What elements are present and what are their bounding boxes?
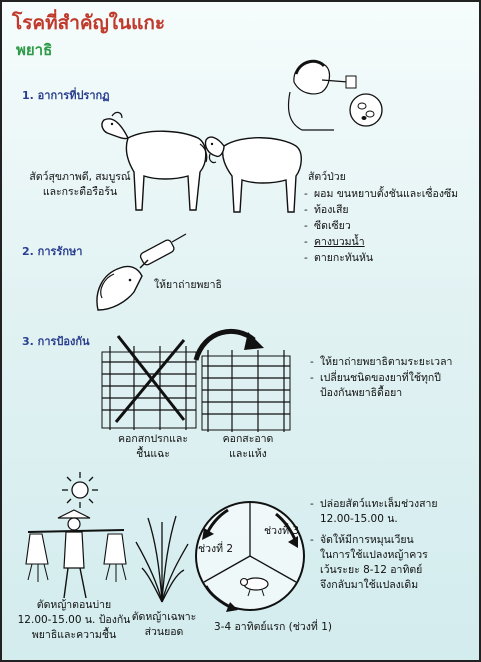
drenching-sheep-illustration [94, 232, 190, 316]
treatment-caption: ให้ยาถ่ายพยาธิ [154, 279, 222, 291]
section-symptoms-heading: 1. อาการที่ปรากฏ [22, 89, 110, 102]
page-title: โรคที่สำคัญในแกะ [12, 12, 166, 34]
farmer-carrying-grass-illustration [24, 508, 130, 600]
symptom-item: - ผอม ขนหยาบตั้งชันและเซื่องซึม [304, 186, 458, 202]
prevention-points-b2 [310, 532, 414, 548]
cycle-period-1-caption: 3-4 อาทิตย์แรก (ช่วงที่ 1) [214, 621, 332, 633]
prevention-item: - ปล่อยสัตว์แทะเล็มช่วงสาย [310, 496, 438, 512]
top-only-grass-cut-label: ตัดหญ้าเฉพาะ ส่วนยอด [131, 611, 197, 638]
prevention-points-b [310, 496, 438, 512]
prevention-item: - ให้ยาถ่ายพยาธิตามระยะเวลา [310, 354, 452, 370]
symptom-item: - ซีดเซียว [304, 218, 458, 234]
prevention-item: - เปลี่ยนชนิดของยาที่ใช้ทุกปี [310, 370, 452, 386]
section-treatment-heading: 2. การรักษา [22, 245, 83, 258]
symptom-item: - ท้องเสีย [304, 202, 458, 218]
prevention-points-a [310, 354, 452, 386]
cycle-period-2-label: ช่วงที่ 2 [198, 543, 234, 555]
sick-sheep-label: สัตว์ป่วย [308, 171, 346, 183]
afternoon-grass-cut-label: ตัดหญ้าตอนบ่าย 12.00-15.00 น. ป้องกัน พยาธิและความชื้น [17, 599, 131, 641]
prevention-item: - จัดให้มีการหมุนเวียน [310, 532, 414, 548]
prevention-item-continued: ป้องกันพยาธิดื้อยา [320, 387, 403, 399]
section-prevention-heading: 3. การป้องกัน [22, 335, 90, 348]
dirty-pen-illustration [98, 332, 202, 436]
symptom-item: - คางบวมน้ำ [304, 234, 458, 250]
healthy-sheep-label: สัตว์สุขภาพดี, สมบูรณ์ และกระตือรือร้น [29, 171, 131, 198]
cycle-period-3-label: ช่วงที่ 3 [264, 525, 300, 537]
dirty-pen-label: คอกสกปรกและ ชื้นแฉะ [118, 433, 188, 460]
symptom-list [304, 186, 458, 266]
symptom-item: - ตายกะทันหัน [304, 250, 458, 266]
sun-icon [60, 470, 100, 510]
prevention-item-continued: 12.00-15.00 น. [320, 513, 398, 525]
disease-name: พยาธิ [16, 41, 53, 59]
sick-sheep-illustration [202, 112, 312, 216]
clean-pen-illustration [198, 342, 298, 438]
clean-pen-label: คอกสะอาด และแห้ง [222, 433, 274, 460]
prevention-item-continued: ในการใช้แปลงหญ้าควร เว้นระยะ 8-12 อาทิตย์ จึงกลับมาใช้แปลงเดิม [320, 549, 428, 591]
grass-tuft-illustration [134, 512, 190, 604]
